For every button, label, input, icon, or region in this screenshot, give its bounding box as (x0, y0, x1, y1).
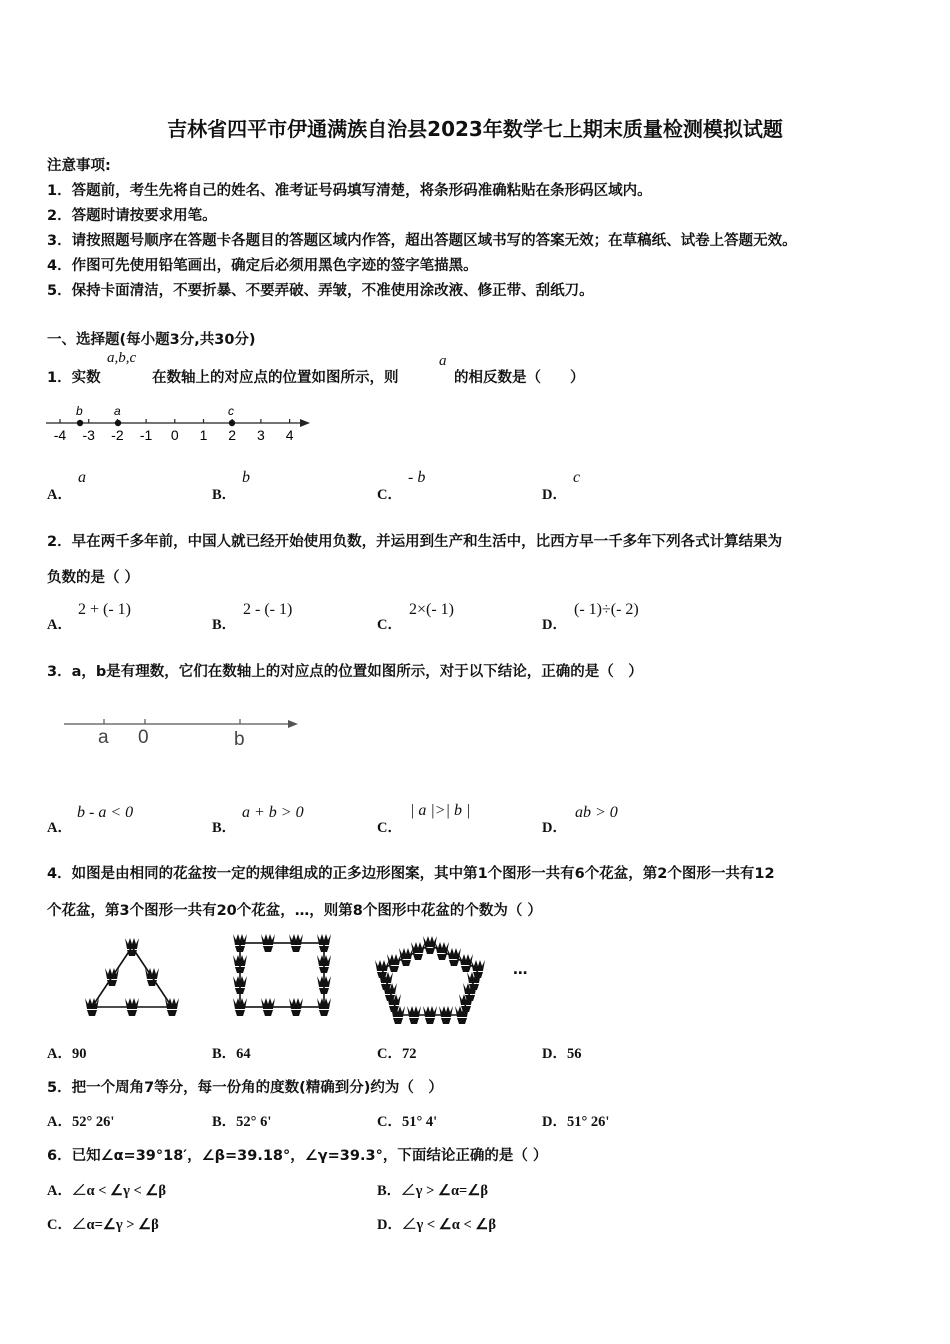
q1-stem-part2: 在数轴上的对应点的位置如图所示，则 (152, 370, 399, 386)
q2-stem-line1: 2．早在两千多年前，中国人就已经开始使用负数，并运用到生产和生活中，比西方早一千多年下列各式计算结果为 (47, 534, 783, 550)
notes-heading: 注意事项: (47, 158, 111, 174)
figure-triangle (85, 938, 179, 1016)
q1-option-c-expr[interactable]: - b (408, 469, 426, 486)
note-item: 5．保持卡面清洁，不要折暴、不要弄破、弄皱，不准使用涂改液、修正带、刮纸刀。 (47, 283, 594, 299)
q6-option-d[interactable]: D．∠γ < ∠α < ∠β (377, 1217, 497, 1233)
q3-option-d-expr[interactable]: ab > 0 (575, 804, 618, 821)
point-label-a: a (114, 404, 121, 418)
q4-stem-line1: 4．如图是由相同的花盆按一定的规律组成的正多边形图案，其中第1个图形一共有6个花盆，第2个图形一共有12 (47, 866, 775, 882)
q2-stem-line2: 负数的是（ ） (47, 570, 140, 586)
q3-stem: 3．a，b是有理数，它们在数轴上的对应点的位置如图所示，对于以下结论，正确的是（ ） (47, 664, 643, 680)
q3-option-a-letter: A． (47, 820, 72, 836)
point-label-b: b (76, 404, 83, 418)
axis-tick-label: -4 (53, 427, 67, 443)
q6-option-c[interactable]: C．∠α=∠γ > ∠β (47, 1217, 159, 1233)
q3-option-a-expr[interactable]: b - a < 0 (77, 804, 134, 821)
point-b (77, 420, 83, 426)
q3-option-b-letter: B． (212, 820, 237, 836)
page-title: 吉林省四平市伊通满族自治县2023年数学七上期末质量检测模拟试题 (167, 117, 783, 141)
axis-tick-label: -1 (139, 427, 153, 443)
q6-option-b[interactable]: B．∠γ > ∠α=∠β (377, 1183, 488, 1199)
q5-stem: 5．把一个周角7等分，每一份角的度数(精确到分)约为（ ） (47, 1080, 443, 1096)
axis-label-0: 0 (138, 727, 149, 748)
note-item: 4．作图可先使用铅笔画出，确定后必须用黑色字迹的签字笔描黑。 (47, 258, 478, 274)
point-label-c: c (228, 404, 234, 418)
q5-option-a[interactable]: A．52° 26' (47, 1114, 115, 1130)
q1-option-c-letter: C． (377, 487, 402, 503)
q2-option-a-expr[interactable]: 2 + (- 1) (78, 601, 132, 618)
axis-tick-label: 3 (257, 427, 265, 443)
axis-tick-label: -3 (82, 427, 95, 443)
q3-option-c-expr[interactable]: | a |>| b | (410, 802, 471, 819)
q5-option-d[interactable]: D．51° 26' (542, 1114, 610, 1130)
q4-ellipsis: … (513, 962, 528, 978)
q1-var-a: a (439, 353, 447, 369)
axis-label-a: a (98, 727, 109, 748)
q6-stem: 6．已知∠α=39°18′，∠β=39.18°，∠γ=39.3°，下面结论正确的是（ ） (47, 1148, 548, 1164)
q1-option-b-expr[interactable]: b (242, 469, 250, 486)
q1-option-d-expr[interactable]: c (573, 469, 581, 486)
q1-vars: a,b,c (107, 350, 137, 366)
q3-number-line (60, 710, 310, 752)
axis-tick-label: -2 (111, 427, 124, 443)
q6-option-a[interactable]: A．∠α < ∠γ < ∠β (47, 1183, 167, 1199)
note-item: 1．答题前，考生先将自己的姓名、准考证号码填写清楚，将条形码准确粘贴在条形码区域内。 (47, 183, 652, 199)
section-heading: 一、选择题(每小题3分,共30分) (47, 332, 256, 348)
axis-tick-label: 2 (228, 427, 237, 443)
axis-arrow (288, 720, 298, 728)
axis-tick-label: 4 (285, 427, 294, 443)
axis-label-b: b (234, 729, 245, 750)
q4-option-b[interactable]: B．64 (212, 1046, 251, 1062)
q1-number-line (40, 398, 320, 448)
q2-option-c-expr[interactable]: 2×(- 1) (409, 601, 455, 618)
axis-tick-label: 1 (199, 427, 208, 443)
q3-option-d-letter: D． (542, 820, 567, 836)
figure-square (233, 934, 331, 1016)
q2-option-d-expr[interactable]: (- 1)÷(- 2) (574, 601, 639, 618)
q3-option-b-expr[interactable]: a + b > 0 (242, 804, 304, 821)
q1-option-d-letter: D． (542, 487, 567, 503)
q5-option-c[interactable]: C．51° 4' (377, 1114, 438, 1130)
q1-stem-part3: 的相反数是（ ） (454, 370, 585, 386)
q1-option-b-letter: B． (212, 487, 237, 503)
q2-option-d-letter: D． (542, 617, 567, 633)
q4-stem-line2: 个花盆，第3个图形一共有20个花盆，…，则第8个图形中花盆的个数为（ ） (47, 903, 542, 919)
q5-option-b[interactable]: B．52° 6' (212, 1114, 272, 1130)
q4-option-a[interactable]: A．90 (47, 1046, 87, 1062)
axis-tick-label: 0 (170, 427, 179, 443)
q4-option-d[interactable]: D．56 (542, 1046, 582, 1062)
note-item: 3．请按照题号顺序在答题卡各题目的答题区域内作答，超出答题区域书写的答案无效；在草稿纸、试卷上答题无效。 (47, 233, 797, 249)
q1-stem-part1: 1．实数 (47, 370, 101, 386)
q2-option-b-expr[interactable]: 2 - (- 1) (243, 601, 293, 618)
note-item: 2．答题时请按要求用笔。 (47, 208, 217, 224)
axis-arrow (300, 419, 310, 427)
q2-option-a-letter: A． (47, 617, 72, 633)
point-c (229, 420, 235, 426)
figure-pentagon (375, 936, 485, 1024)
q1-option-a-expr[interactable]: a (78, 469, 86, 486)
q3-option-c-letter: C． (377, 820, 402, 836)
q2-option-c-letter: C． (377, 617, 402, 633)
point-a (115, 420, 121, 426)
q2-option-b-letter: B． (212, 617, 237, 633)
q1-option-a-letter: A． (47, 487, 72, 503)
q4-pattern-figures (70, 925, 550, 1030)
q4-option-c[interactable]: C．72 (377, 1046, 417, 1062)
